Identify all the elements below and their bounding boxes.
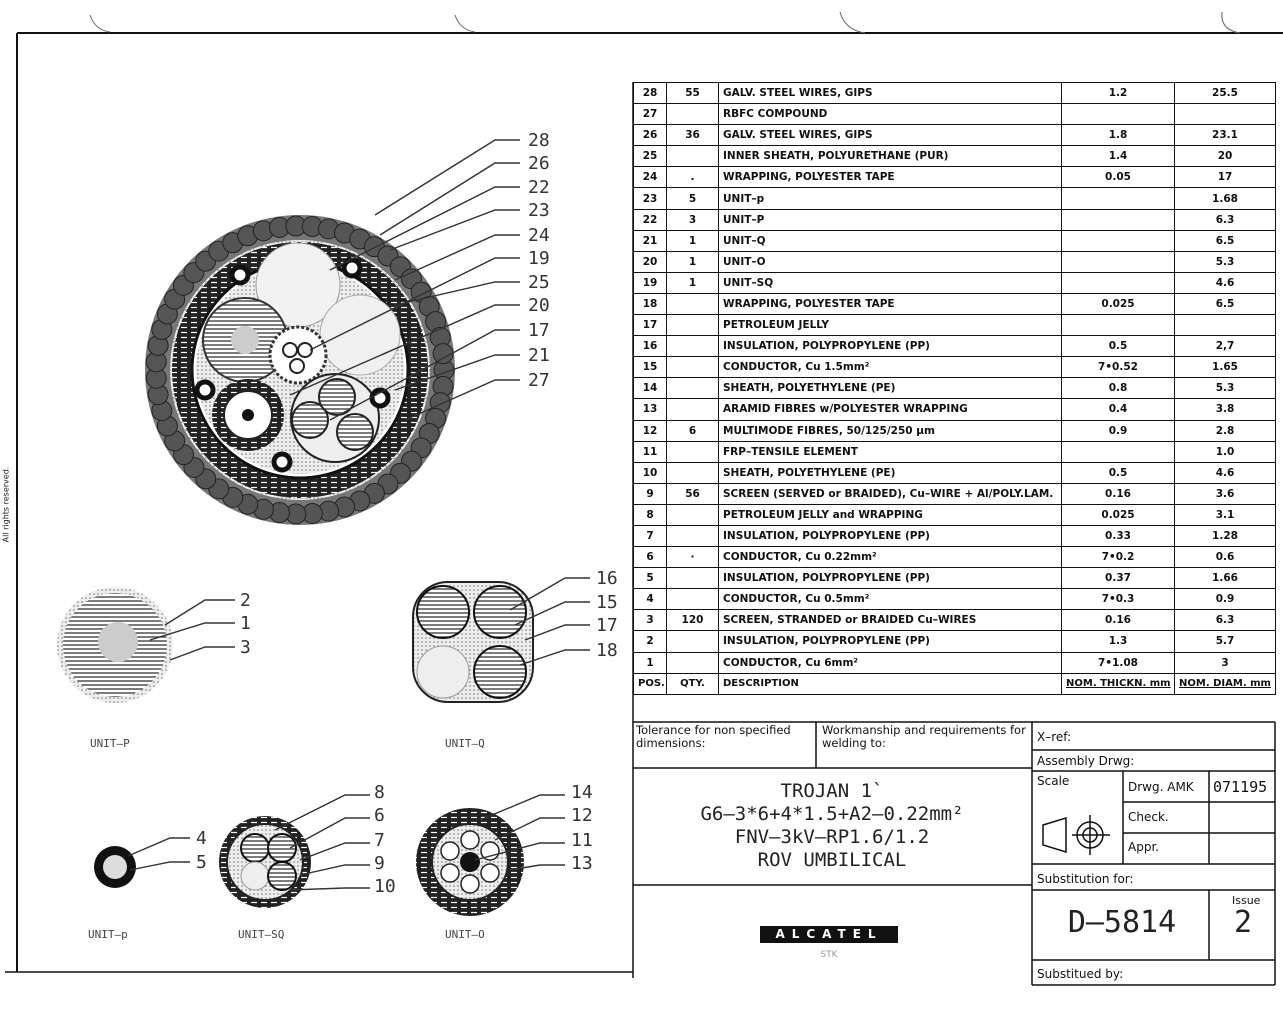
cell-desc: SHEATH, POLYETHYLENE (PE)	[719, 378, 1062, 399]
table-row	[634, 83, 1276, 104]
callout-number: 18	[596, 640, 618, 661]
cell-pos: 2	[634, 631, 667, 652]
callout-number: 5	[196, 852, 207, 873]
callout-number: 4	[196, 828, 207, 849]
cell-desc: INSULATION, POLYPROPYLENE (PP)	[719, 568, 1062, 589]
cell-qty: 36	[667, 125, 719, 146]
cell-pos: 25	[634, 146, 667, 167]
header-description: DESCRIPTION	[719, 673, 1062, 694]
table-row	[634, 568, 1276, 589]
table-row	[634, 420, 1276, 441]
callout-number: 22	[528, 177, 550, 198]
cell-thick: 0.025	[1062, 293, 1175, 314]
cell-qty: .	[667, 167, 719, 188]
cell-pos: 4	[634, 589, 667, 610]
cell-qty	[667, 146, 719, 167]
cell-desc: GALV. STEEL WIRES, GIPS	[719, 83, 1062, 104]
cell-diam: 3.6	[1175, 483, 1276, 504]
cell-pos: 15	[634, 357, 667, 378]
cell-thick: 7•1.08	[1062, 652, 1175, 673]
cell-diam: 25.5	[1175, 83, 1276, 104]
callout-number: 19	[528, 248, 550, 269]
cell-qty	[667, 462, 719, 483]
cell-diam: 6.5	[1175, 293, 1276, 314]
cell-thick: 1.8	[1062, 125, 1175, 146]
cell-desc: CONDUCTOR, Cu 0.22mm²	[719, 547, 1062, 568]
cell-qty	[667, 315, 719, 336]
company-logo: ALCATEL	[760, 926, 898, 943]
table-row	[634, 547, 1276, 568]
cell-diam: 20	[1175, 146, 1276, 167]
cell-qty: 6	[667, 420, 719, 441]
substituted-by-label: Substitued by:	[1037, 967, 1124, 981]
cell-desc: CONDUCTOR, Cu 6mm²	[719, 652, 1062, 673]
cell-thick	[1062, 315, 1175, 336]
callout-number: 3	[240, 637, 251, 658]
cell-pos: 26	[634, 125, 667, 146]
unit-p-small-section	[94, 838, 190, 888]
callout-number: 24	[528, 225, 550, 246]
table-row	[634, 104, 1276, 125]
cell-desc: WRAPPING, POLYESTER TAPE	[719, 293, 1062, 314]
cell-qty: ·	[667, 547, 719, 568]
cell-thick: 0.05	[1062, 167, 1175, 188]
cell-diam: 5.7	[1175, 631, 1276, 652]
cell-pos: 11	[634, 441, 667, 462]
projection-symbol-icon	[1043, 815, 1110, 855]
tolerance-note: Tolerance for non specified dimensions:	[636, 723, 791, 750]
table-header-row	[634, 673, 1276, 694]
cell-thick	[1062, 230, 1175, 251]
cell-qty	[667, 399, 719, 420]
cell-desc: UNIT–SQ	[719, 272, 1062, 293]
drwg-date: 071195	[1213, 778, 1268, 796]
cell-diam: 1.65	[1175, 357, 1276, 378]
unit-p-small-label: UNIT–p	[88, 928, 128, 941]
cell-qty	[667, 441, 719, 462]
cell-pos: 5	[634, 568, 667, 589]
cell-thick: 0.8	[1062, 378, 1175, 399]
table-row	[634, 652, 1276, 673]
cell-thick: 0.025	[1062, 504, 1175, 525]
cell-thick	[1062, 441, 1175, 462]
unit-q-label: UNIT–Q	[445, 737, 485, 750]
cell-thick: 7•0.3	[1062, 589, 1175, 610]
cell-diam: 1.68	[1175, 188, 1276, 209]
callout-number: 10	[374, 876, 396, 897]
cell-thick: 0.16	[1062, 610, 1175, 631]
cell-qty	[667, 293, 719, 314]
unit-p-section	[57, 587, 235, 703]
title-line-2: G6–3*6+4*1.5+A2–0.22mm²	[700, 803, 964, 825]
cell-desc: INNER SHEATH, POLYURETHANE (PUR)	[719, 146, 1062, 167]
cell-qty	[667, 504, 719, 525]
callout-number: 21	[528, 345, 550, 366]
table-row	[634, 631, 1276, 652]
cell-thick: 1.4	[1062, 146, 1175, 167]
cell-qty	[667, 525, 719, 546]
header-pos: POS.	[634, 673, 667, 694]
cell-diam: 1.66	[1175, 568, 1276, 589]
cell-qty: 1	[667, 251, 719, 272]
cell-diam: 5.3	[1175, 378, 1276, 399]
table-row	[634, 230, 1276, 251]
cell-qty	[667, 652, 719, 673]
cell-desc: CONDUCTOR, Cu 0.5mm²	[719, 589, 1062, 610]
cell-thick	[1062, 188, 1175, 209]
callout-number: 25	[528, 272, 550, 293]
cell-diam: 3	[1175, 652, 1276, 673]
cell-pos: 6	[634, 547, 667, 568]
cell-diam: 4.6	[1175, 272, 1276, 293]
parts-table	[633, 82, 1276, 695]
callout-number: 26	[528, 153, 550, 174]
cell-diam: 23.1	[1175, 125, 1276, 146]
callout-number: 12	[571, 805, 593, 826]
cell-thick: 1.3	[1062, 631, 1175, 652]
cell-thick: 0.4	[1062, 399, 1175, 420]
cell-desc: INSULATION, POLYPROPYLENE (PP)	[719, 525, 1062, 546]
cell-pos: 23	[634, 188, 667, 209]
drwg-label: Drwg. AMK	[1128, 780, 1194, 794]
cell-thick: 0.5	[1062, 336, 1175, 357]
cell-pos: 17	[634, 315, 667, 336]
table-row	[634, 378, 1276, 399]
callout-number: 8	[374, 782, 385, 803]
cell-pos: 10	[634, 462, 667, 483]
cell-desc: UNIT–Q	[719, 230, 1062, 251]
cell-pos: 24	[634, 167, 667, 188]
callout-number: 6	[374, 805, 385, 826]
table-row	[634, 483, 1276, 504]
cell-desc: UNIT–O	[719, 251, 1062, 272]
issue-label: Issue	[1232, 894, 1261, 907]
cell-desc: WRAPPING, POLYESTER TAPE	[719, 167, 1062, 188]
table-row	[634, 251, 1276, 272]
cell-diam: 2,7	[1175, 336, 1276, 357]
table-row	[634, 589, 1276, 610]
cell-diam: 3.1	[1175, 504, 1276, 525]
cell-thick	[1062, 209, 1175, 230]
assembly-label: Assembly Drwg:	[1037, 754, 1135, 768]
cell-diam: 0.6	[1175, 547, 1276, 568]
cell-qty: 56	[667, 483, 719, 504]
workmanship-note: Workmanship and requirements for welding to:	[822, 723, 1026, 750]
cell-pos: 20	[634, 251, 667, 272]
issue-number: 2	[1233, 905, 1253, 940]
header-thickness: NOM. THICKN. mm	[1062, 673, 1175, 694]
cell-thick: 0.16	[1062, 483, 1175, 504]
cell-desc: GALV. STEEL WIRES, GIPS	[719, 125, 1062, 146]
cell-pos: 1	[634, 652, 667, 673]
cell-diam: 4.6	[1175, 462, 1276, 483]
cell-desc: CONDUCTOR, Cu 1.5mm²	[719, 357, 1062, 378]
cell-desc: FRP–TENSILE ELEMENT	[719, 441, 1062, 462]
cell-diam: 6.3	[1175, 610, 1276, 631]
unit-p-big-label: UNIT–P	[90, 737, 130, 750]
xref-label: X–ref:	[1037, 730, 1072, 744]
callout-number: 28	[528, 130, 550, 151]
callout-number: 17	[596, 615, 618, 636]
table-row	[634, 504, 1276, 525]
cell-thick: 1.2	[1062, 83, 1175, 104]
cell-pos: 19	[634, 272, 667, 293]
cell-qty: 1	[667, 230, 719, 251]
unit-q-section	[413, 578, 590, 702]
cell-desc: INSULATION, POLYPROPYLENE (PP)	[719, 336, 1062, 357]
company-sub: STK	[820, 950, 838, 960]
cell-desc: UNIT–p	[719, 188, 1062, 209]
table-row	[634, 188, 1276, 209]
cell-diam: 6.5	[1175, 230, 1276, 251]
cell-desc: SCREEN (SERVED or BRAIDED), Cu–WIRE + Al/POLY.LAM.	[719, 483, 1062, 504]
cell-qty	[667, 378, 719, 399]
callout-number: 13	[571, 853, 593, 874]
table-row	[634, 125, 1276, 146]
callout-number: 27	[528, 370, 550, 391]
cell-qty	[667, 104, 719, 125]
cell-thick: 0.5	[1062, 462, 1175, 483]
cell-pos: 13	[634, 399, 667, 420]
cell-diam: 17	[1175, 167, 1276, 188]
unit-sq-label: UNIT–SQ	[238, 928, 285, 941]
appr-label: Appr.	[1128, 840, 1160, 854]
callout-number: 20	[528, 295, 550, 316]
cell-qty: 120	[667, 610, 719, 631]
table-row	[634, 336, 1276, 357]
callout-number: 16	[596, 568, 618, 589]
main-cable-section	[145, 215, 455, 525]
cell-desc: PETROLEUM JELLY and WRAPPING	[719, 504, 1062, 525]
cell-pos: 12	[634, 420, 667, 441]
cell-desc: UNIT–P	[719, 209, 1062, 230]
title-line-4: ROV UMBILICAL	[757, 849, 907, 871]
cell-desc: SHEATH, POLYETHYLENE (PE)	[719, 462, 1062, 483]
cell-qty: 55	[667, 83, 719, 104]
table-row	[634, 399, 1276, 420]
cell-qty	[667, 336, 719, 357]
table-row	[634, 357, 1276, 378]
callout-number: 11	[571, 830, 593, 851]
table-row	[634, 167, 1276, 188]
header-qty: QTY.	[667, 673, 719, 694]
cell-diam	[1175, 315, 1276, 336]
table-row	[634, 610, 1276, 631]
cell-desc: MULTIMODE FIBRES, 50/125/250 µm	[719, 420, 1062, 441]
cell-desc: ARAMID FIBRES w/POLYESTER WRAPPING	[719, 399, 1062, 420]
cell-diam	[1175, 104, 1276, 125]
cell-pos: 14	[634, 378, 667, 399]
cell-pos: 21	[634, 230, 667, 251]
cell-pos: 27	[634, 104, 667, 125]
cell-thick: 0.37	[1062, 568, 1175, 589]
cell-diam: 6.3	[1175, 209, 1276, 230]
table-row	[634, 441, 1276, 462]
scale-label: Scale	[1037, 774, 1070, 788]
cell-desc: SCREEN, STRANDED or BRAIDED Cu–WIRES	[719, 610, 1062, 631]
cell-pos: 18	[634, 293, 667, 314]
header-diameter: NOM. DIAM. mm	[1175, 673, 1276, 694]
cell-thick	[1062, 251, 1175, 272]
check-label: Check.	[1128, 810, 1169, 824]
cell-qty: 3	[667, 209, 719, 230]
cell-pos: 28	[634, 83, 667, 104]
cell-pos: 9	[634, 483, 667, 504]
table-row	[634, 525, 1276, 546]
cell-thick: 7•0.2	[1062, 547, 1175, 568]
cell-thick	[1062, 104, 1175, 125]
drawing-number: D–5814	[1067, 905, 1177, 940]
callout-number: 2	[240, 590, 251, 611]
cell-thick: 0.33	[1062, 525, 1175, 546]
cell-diam: 1.0	[1175, 441, 1276, 462]
table-row	[634, 462, 1276, 483]
table-row	[634, 293, 1276, 314]
table-row	[634, 315, 1276, 336]
cell-pos: 22	[634, 209, 667, 230]
cell-pos: 3	[634, 610, 667, 631]
cell-thick: 7•0.52	[1062, 357, 1175, 378]
callout-number: 14	[571, 782, 593, 803]
cell-pos: 16	[634, 336, 667, 357]
cell-desc: INSULATION, POLYPROPYLENE (PP)	[719, 631, 1062, 652]
cell-diam: 0.9	[1175, 589, 1276, 610]
callout-number: 15	[596, 592, 618, 613]
cell-qty	[667, 589, 719, 610]
title-line-1: TROJAN 1`	[780, 780, 884, 802]
cell-thick: 0.9	[1062, 420, 1175, 441]
substitution-for-label: Substitution for:	[1037, 872, 1134, 886]
cell-desc: RBFC COMPOUND	[719, 104, 1062, 125]
unit-sq-section	[219, 795, 370, 908]
cell-pos: 7	[634, 525, 667, 546]
cell-qty: 5	[667, 188, 719, 209]
table-row	[634, 209, 1276, 230]
callout-number: 1	[240, 613, 251, 634]
unit-o-label: UNIT–O	[445, 928, 485, 941]
cell-thick	[1062, 272, 1175, 293]
cell-pos: 8	[634, 504, 667, 525]
cell-diam: 5.3	[1175, 251, 1276, 272]
cell-diam: 2.8	[1175, 420, 1276, 441]
drawing-title	[633, 780, 1031, 872]
cell-qty	[667, 631, 719, 652]
table-row	[634, 272, 1276, 293]
rights-note: All rights reserved.	[1, 466, 11, 543]
cell-qty	[667, 357, 719, 378]
table-row	[634, 146, 1276, 167]
callout-number: 7	[374, 830, 385, 851]
cell-qty: 1	[667, 272, 719, 293]
cell-desc: PETROLEUM JELLY	[719, 315, 1062, 336]
title-line-3: FNV–3kV–RP1.6/1.2	[734, 826, 930, 848]
callout-number: 23	[528, 200, 550, 221]
cell-diam: 1.28	[1175, 525, 1276, 546]
callout-number: 17	[528, 320, 550, 341]
cell-qty	[667, 568, 719, 589]
unit-o-section	[416, 795, 565, 916]
callout-number: 9	[374, 853, 385, 874]
cell-diam: 3.8	[1175, 399, 1276, 420]
